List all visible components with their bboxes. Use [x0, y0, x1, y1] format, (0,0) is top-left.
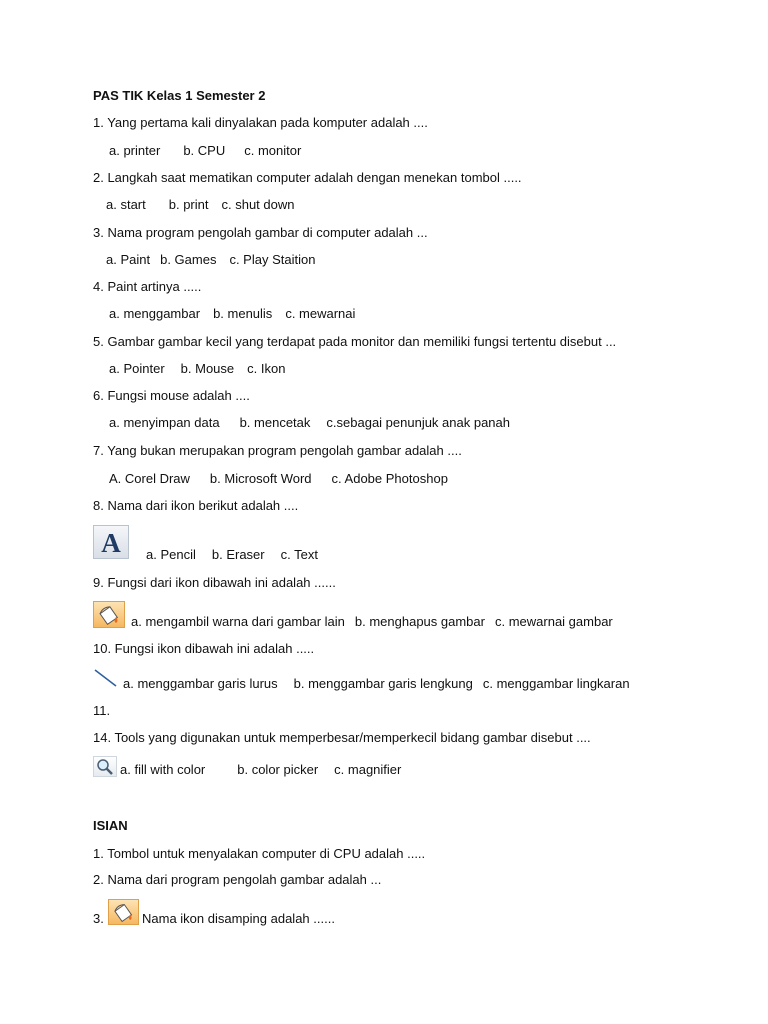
option-b: b. CPU	[183, 143, 226, 158]
question-4-options	[109, 306, 355, 322]
question-2-options	[106, 197, 295, 213]
option-c: c. Adobe Photoshop	[331, 471, 448, 486]
question-11: 11.	[93, 703, 111, 718]
option-b: b. Games	[160, 252, 217, 267]
magnifier-glyph	[94, 757, 116, 776]
question-8: 8. Nama dari ikon berikut adalah ....	[93, 498, 299, 513]
question-1-options	[109, 143, 301, 159]
fill-with-color-icon	[108, 899, 139, 925]
option-a: a. start	[106, 197, 146, 212]
question-5-options	[109, 361, 285, 377]
option-b: b. menghapus gambar	[354, 614, 485, 629]
question-14: 14. Tools yang digunakan untuk memperbesar/memperkecil bidang gambar disebut ....	[93, 730, 591, 745]
line-tool-glyph	[93, 668, 119, 690]
question-7: 7. Yang bukan merupakan program pengolah gambar adalah ....	[93, 443, 462, 458]
question-14-options	[120, 762, 401, 778]
option-a: a. Pointer	[109, 361, 165, 376]
question-10: 10. Fungsi ikon dibawah ini adalah .....	[93, 641, 315, 656]
option-b: b. Mouse	[180, 361, 235, 376]
isian-heading: ISIAN	[93, 818, 128, 833]
isian-item-2: 2. Nama dari program pengolah gambar adalah ...	[93, 872, 382, 887]
question-6-options	[109, 415, 510, 431]
option-c: c.sebagai penunjuk anak panah	[326, 415, 510, 430]
question-6: 6. Fungsi mouse adalah ....	[93, 388, 250, 403]
isian-item-1: 1. Tombol untuk menyalakan computer di CPU adalah .....	[93, 846, 426, 861]
isian-item-3-number: 3.	[93, 911, 104, 926]
option-a: a. menggambar	[109, 306, 201, 321]
option-c: c. shut down	[221, 197, 295, 212]
option-a: a. mengambil warna dari gambar lain	[131, 614, 345, 629]
question-4: 4. Paint artinya .....	[93, 279, 202, 294]
option-c: c. menggambar lingkaran	[482, 676, 630, 691]
option-c: c. Play Staition	[229, 252, 316, 267]
question-5: 5. Gambar gambar kecil yang terdapat pada monitor dan memiliki fungsi tertentu disebut ...	[93, 334, 617, 349]
text-tool-icon	[93, 525, 129, 559]
option-a: a. menggambar garis lurus	[123, 676, 278, 691]
option-b: b. Eraser	[211, 547, 265, 562]
question-9-options	[131, 614, 613, 630]
option-b: b. Microsoft Word	[209, 471, 312, 486]
text-tool-glyph: A	[101, 528, 121, 558]
option-b: b. mencetak	[239, 415, 311, 430]
option-a: a. menyimpan data	[109, 415, 220, 430]
question-10-options	[123, 676, 630, 692]
question-3: 3. Nama program pengolah gambar di computer adalah ...	[93, 225, 428, 240]
magnifier-icon	[93, 756, 117, 777]
fill-with-color-icon	[93, 601, 125, 628]
question-9: 9. Fungsi dari ikon dibawah ini adalah ......	[93, 575, 336, 590]
option-c: c. monitor	[244, 143, 302, 158]
option-c: c. mewarnai	[285, 306, 356, 321]
option-b: b. menulis	[213, 306, 273, 321]
option-a: a. Pencil	[146, 547, 196, 562]
fill-with-color-glyph	[109, 900, 138, 924]
question-8-options	[146, 547, 318, 563]
option-c: c. Ikon	[247, 361, 286, 376]
option-a: a. fill with color	[120, 762, 206, 777]
isian-item-3: Nama ikon disamping adalah ......	[142, 911, 335, 926]
line-tool-icon	[93, 668, 119, 690]
option-b: b. color picker	[237, 762, 319, 777]
option-c: c. mewarnai gambar	[494, 614, 613, 629]
question-7-options	[109, 471, 448, 487]
option-c: c. magnifier	[334, 762, 402, 777]
option-c: c. Text	[280, 547, 318, 562]
option-b: b. menggambar garis lengkung	[293, 676, 473, 691]
question-1: 1. Yang pertama kali dinyalakan pada komputer adalah ....	[93, 115, 428, 130]
option-a: A. Corel Draw	[109, 471, 190, 486]
page-title: PAS TIK Kelas 1 Semester 2	[93, 88, 266, 103]
option-a: a. printer	[109, 143, 161, 158]
question-2: 2. Langkah saat mematikan computer adalah dengan menekan tombol .....	[93, 170, 522, 185]
option-b: b. print	[168, 197, 209, 212]
question-3-options	[106, 252, 315, 268]
fill-with-color-glyph	[94, 602, 124, 627]
option-a: a. Paint	[106, 252, 151, 267]
